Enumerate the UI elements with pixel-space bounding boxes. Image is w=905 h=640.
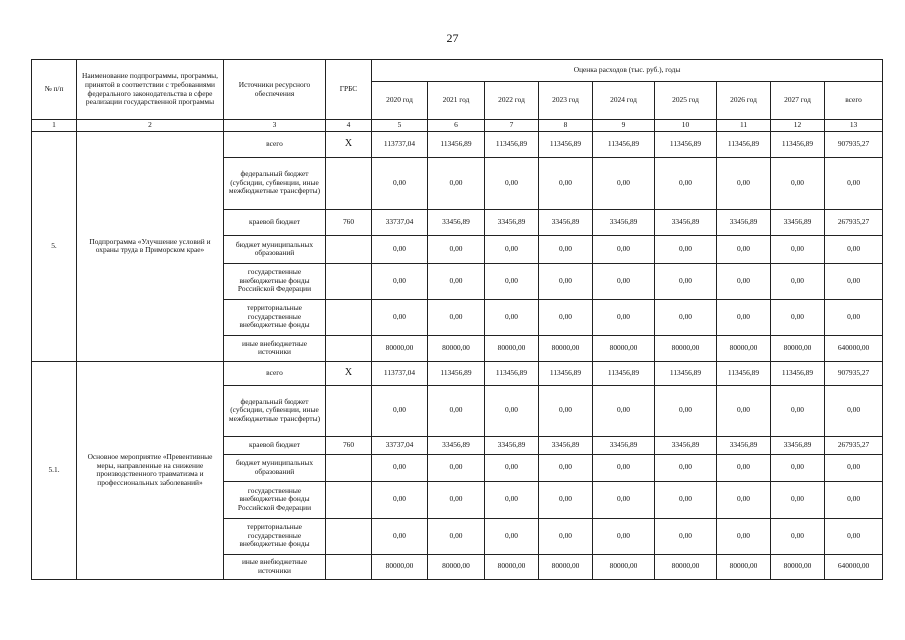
expense-value: 0,00: [771, 157, 825, 209]
expense-value: 0,00: [372, 263, 428, 299]
expense-value: 0,00: [428, 157, 485, 209]
expense-value: 0,00: [539, 518, 593, 554]
header-year: 2021 год: [428, 82, 485, 120]
expense-value: 0,00: [428, 518, 485, 554]
expense-value: 0,00: [428, 385, 485, 436]
expense-value: 0,00: [771, 518, 825, 554]
expense-value: 0,00: [655, 299, 717, 335]
grbs-code: [326, 554, 372, 579]
header-year: 2022 год: [485, 82, 539, 120]
expense-value: 0,00: [539, 454, 593, 481]
expense-value: 0,00: [717, 454, 771, 481]
grbs-code: [326, 335, 372, 361]
column-index: 12: [771, 120, 825, 132]
program-name: Основное мероприятие «Превентивные меры, направленные на снижение производственного травматизма и профессиональных заболеваний»: [77, 361, 224, 579]
expense-value: 113456,89: [428, 361, 485, 385]
expense-value: 113456,89: [771, 361, 825, 385]
expense-value: 0,00: [372, 481, 428, 518]
header-no: № п/п: [32, 60, 77, 120]
expense-value: 0,00: [593, 157, 655, 209]
column-index: 5: [372, 120, 428, 132]
funding-source: государственные внебюджетные фонды Российской Федерации: [224, 263, 326, 299]
funding-source: краевой бюджет: [224, 436, 326, 454]
expense-value: 113456,89: [428, 131, 485, 157]
expense-value: 0,00: [372, 454, 428, 481]
expense-value: 0,00: [485, 263, 539, 299]
header-year: 2023 год: [539, 82, 593, 120]
column-index: 7: [485, 120, 539, 132]
expense-value: 33456,89: [485, 209, 539, 235]
funding-source: бюджет муниципальных образований: [224, 235, 326, 263]
expense-value: 33456,89: [593, 209, 655, 235]
expense-value: 0,00: [593, 454, 655, 481]
expense-value: 0,00: [485, 518, 539, 554]
expense-value: 33456,89: [717, 209, 771, 235]
expense-total: 0,00: [825, 235, 883, 263]
page-number: 27: [446, 31, 459, 45]
expense-value: 33456,89: [717, 436, 771, 454]
expense-value: 80000,00: [372, 554, 428, 579]
header-source: Источники ресурсного обеспечения: [224, 60, 326, 120]
funding-source: федеральный бюджет (субсидии, субвенции, иные межбюджетные трансферты): [224, 157, 326, 209]
column-index-row: [32, 120, 883, 132]
program-name: Подпрограмма «Улучшение условий и охраны труда в Приморском крае»: [77, 131, 224, 361]
expense-value: 0,00: [428, 481, 485, 518]
expense-value: 113737,04: [372, 131, 428, 157]
expense-value: 113456,89: [717, 361, 771, 385]
expense-value: 80000,00: [539, 554, 593, 579]
expense-total: 0,00: [825, 263, 883, 299]
column-index: 3: [224, 120, 326, 132]
column-index: 9: [593, 120, 655, 132]
expense-value: 0,00: [655, 518, 717, 554]
grbs-code: [326, 299, 372, 335]
funding-source: территориальные государственные внебюджетные фонды: [224, 518, 326, 554]
expense-value: 0,00: [771, 481, 825, 518]
expense-value: 0,00: [593, 263, 655, 299]
funding-source: всего: [224, 361, 326, 385]
expense-value: 33456,89: [485, 436, 539, 454]
expense-value: 0,00: [539, 299, 593, 335]
grbs-code: [326, 235, 372, 263]
funding-source: иные внебюджетные источники: [224, 554, 326, 579]
header-expenses: Оценка расходов (тыс. руб.), годы: [372, 60, 883, 82]
expense-total: 0,00: [825, 157, 883, 209]
header-year: 2026 год: [717, 82, 771, 120]
column-index: 13: [825, 120, 883, 132]
expense-value: 33456,89: [655, 436, 717, 454]
column-index: 8: [539, 120, 593, 132]
expense-value: 0,00: [428, 235, 485, 263]
expense-value: 0,00: [428, 263, 485, 299]
expense-value: 0,00: [593, 518, 655, 554]
expense-value: 80000,00: [485, 554, 539, 579]
expense-value: 113456,89: [717, 131, 771, 157]
expense-value: 80000,00: [593, 554, 655, 579]
expense-value: 0,00: [717, 235, 771, 263]
expense-value: 0,00: [539, 235, 593, 263]
expense-value: 0,00: [539, 263, 593, 299]
expense-total: 0,00: [825, 481, 883, 518]
expense-value: 0,00: [717, 299, 771, 335]
expense-value: 0,00: [717, 518, 771, 554]
expense-value: 80000,00: [428, 335, 485, 361]
table-row: [32, 361, 883, 385]
expense-value: 0,00: [771, 299, 825, 335]
expense-total: 0,00: [825, 385, 883, 436]
header-grbs: ГРБС: [326, 60, 372, 120]
expense-value: 33456,89: [771, 436, 825, 454]
expense-value: 33456,89: [539, 436, 593, 454]
column-index: 11: [717, 120, 771, 132]
expense-value: 0,00: [539, 385, 593, 436]
expense-value: 0,00: [593, 299, 655, 335]
expense-total: 640000,00: [825, 335, 883, 361]
expense-value: 0,00: [655, 157, 717, 209]
expense-total: 907935,27: [825, 131, 883, 157]
expense-value: 0,00: [372, 299, 428, 335]
header-name: Наименование подпрограммы, программы, принятой в соответствии с требованиями федерального законодательства в сфере реализации государственной программы: [77, 60, 224, 120]
expense-value: 80000,00: [428, 554, 485, 579]
expense-value: 0,00: [485, 299, 539, 335]
expense-value: 0,00: [593, 235, 655, 263]
expense-value: 33456,89: [593, 436, 655, 454]
expense-value: 0,00: [372, 385, 428, 436]
expense-value: 113456,89: [593, 131, 655, 157]
expense-value: 0,00: [717, 263, 771, 299]
expense-value: 33456,89: [539, 209, 593, 235]
expense-value: 80000,00: [655, 335, 717, 361]
expense-total: 0,00: [825, 518, 883, 554]
table-body: [32, 131, 883, 579]
expense-value: 0,00: [428, 299, 485, 335]
expense-value: 113456,89: [655, 361, 717, 385]
expense-value: 80000,00: [771, 554, 825, 579]
row-number: 5.: [32, 131, 77, 361]
grbs-code: [326, 518, 372, 554]
expense-value: 113456,89: [539, 361, 593, 385]
expense-value: 33456,89: [771, 209, 825, 235]
grbs-code: [326, 385, 372, 436]
header-total: всего: [825, 82, 883, 120]
grbs-code: [326, 263, 372, 299]
header-year: 2024 год: [593, 82, 655, 120]
grbs-code: [326, 157, 372, 209]
expense-value: 80000,00: [485, 335, 539, 361]
expense-value: 113456,89: [485, 361, 539, 385]
expense-value: 33456,89: [428, 209, 485, 235]
expense-total: 640000,00: [825, 554, 883, 579]
funding-source: государственные внебюджетные фонды Российской Федерации: [224, 481, 326, 518]
expense-value: 113456,89: [539, 131, 593, 157]
expense-total: 0,00: [825, 454, 883, 481]
funding-source: территориальные государственные внебюджетные фонды: [224, 299, 326, 335]
expense-value: 0,00: [372, 157, 428, 209]
expense-value: 113456,89: [485, 131, 539, 157]
funding-source: иные внебюджетные источники: [224, 335, 326, 361]
header-year: 2020 год: [372, 82, 428, 120]
expense-value: 33456,89: [428, 436, 485, 454]
expense-value: 0,00: [771, 454, 825, 481]
expense-value: 0,00: [593, 385, 655, 436]
expense-value: 0,00: [485, 481, 539, 518]
expense-value: 0,00: [655, 454, 717, 481]
expense-value: 33456,89: [655, 209, 717, 235]
expense-total: 907935,27: [825, 361, 883, 385]
column-index: 1: [32, 120, 77, 132]
expense-value: 0,00: [485, 235, 539, 263]
column-index: 10: [655, 120, 717, 132]
funding-source: федеральный бюджет (субсидии, субвенции, иные межбюджетные трансферты): [224, 385, 326, 436]
expense-value: 80000,00: [717, 335, 771, 361]
funding-source: всего: [224, 131, 326, 157]
grbs-code: 760: [326, 209, 372, 235]
budget-table: [31, 59, 883, 580]
expense-value: 0,00: [771, 385, 825, 436]
row-number: 5.1.: [32, 361, 77, 579]
expense-value: 80000,00: [655, 554, 717, 579]
expense-value: 113456,89: [771, 131, 825, 157]
table-row: [32, 131, 883, 157]
expense-value: 0,00: [372, 518, 428, 554]
expense-value: 0,00: [485, 454, 539, 481]
expense-value: 33737,04: [372, 209, 428, 235]
funding-source: бюджет муниципальных образований: [224, 454, 326, 481]
grbs-code: 760: [326, 436, 372, 454]
expense-value: 33737,04: [372, 436, 428, 454]
expense-total: 0,00: [825, 299, 883, 335]
header-year: 2027 год: [771, 82, 825, 120]
expense-value: 0,00: [717, 481, 771, 518]
expense-value: 0,00: [717, 157, 771, 209]
expense-value: 0,00: [539, 157, 593, 209]
expense-value: 0,00: [485, 157, 539, 209]
expense-value: 80000,00: [539, 335, 593, 361]
funding-source: краевой бюджет: [224, 209, 326, 235]
expense-value: 0,00: [771, 263, 825, 299]
table-header: [32, 60, 883, 132]
column-index: 4: [326, 120, 372, 132]
expense-value: 0,00: [485, 385, 539, 436]
grbs-code: [326, 481, 372, 518]
expense-value: 80000,00: [372, 335, 428, 361]
expense-value: 113456,89: [655, 131, 717, 157]
expense-value: 0,00: [593, 481, 655, 518]
expense-value: 80000,00: [593, 335, 655, 361]
expense-value: 113737,04: [372, 361, 428, 385]
expense-value: 0,00: [539, 481, 593, 518]
expense-total: 267935,27: [825, 436, 883, 454]
header-year: 2025 год: [655, 82, 717, 120]
expense-value: 0,00: [771, 235, 825, 263]
expense-value: 80000,00: [771, 335, 825, 361]
expense-value: 0,00: [372, 235, 428, 263]
expense-total: 267935,27: [825, 209, 883, 235]
expense-value: 0,00: [717, 385, 771, 436]
column-index: 2: [77, 120, 224, 132]
expense-value: 0,00: [655, 481, 717, 518]
expense-value: 0,00: [655, 385, 717, 436]
column-index: 6: [428, 120, 485, 132]
expense-value: 113456,89: [593, 361, 655, 385]
grbs-code: [326, 454, 372, 481]
expense-value: 0,00: [655, 263, 717, 299]
expense-value: 0,00: [655, 235, 717, 263]
grbs-code: Х: [326, 131, 372, 157]
grbs-code: Х: [326, 361, 372, 385]
expense-value: 80000,00: [717, 554, 771, 579]
expense-value: 0,00: [428, 454, 485, 481]
